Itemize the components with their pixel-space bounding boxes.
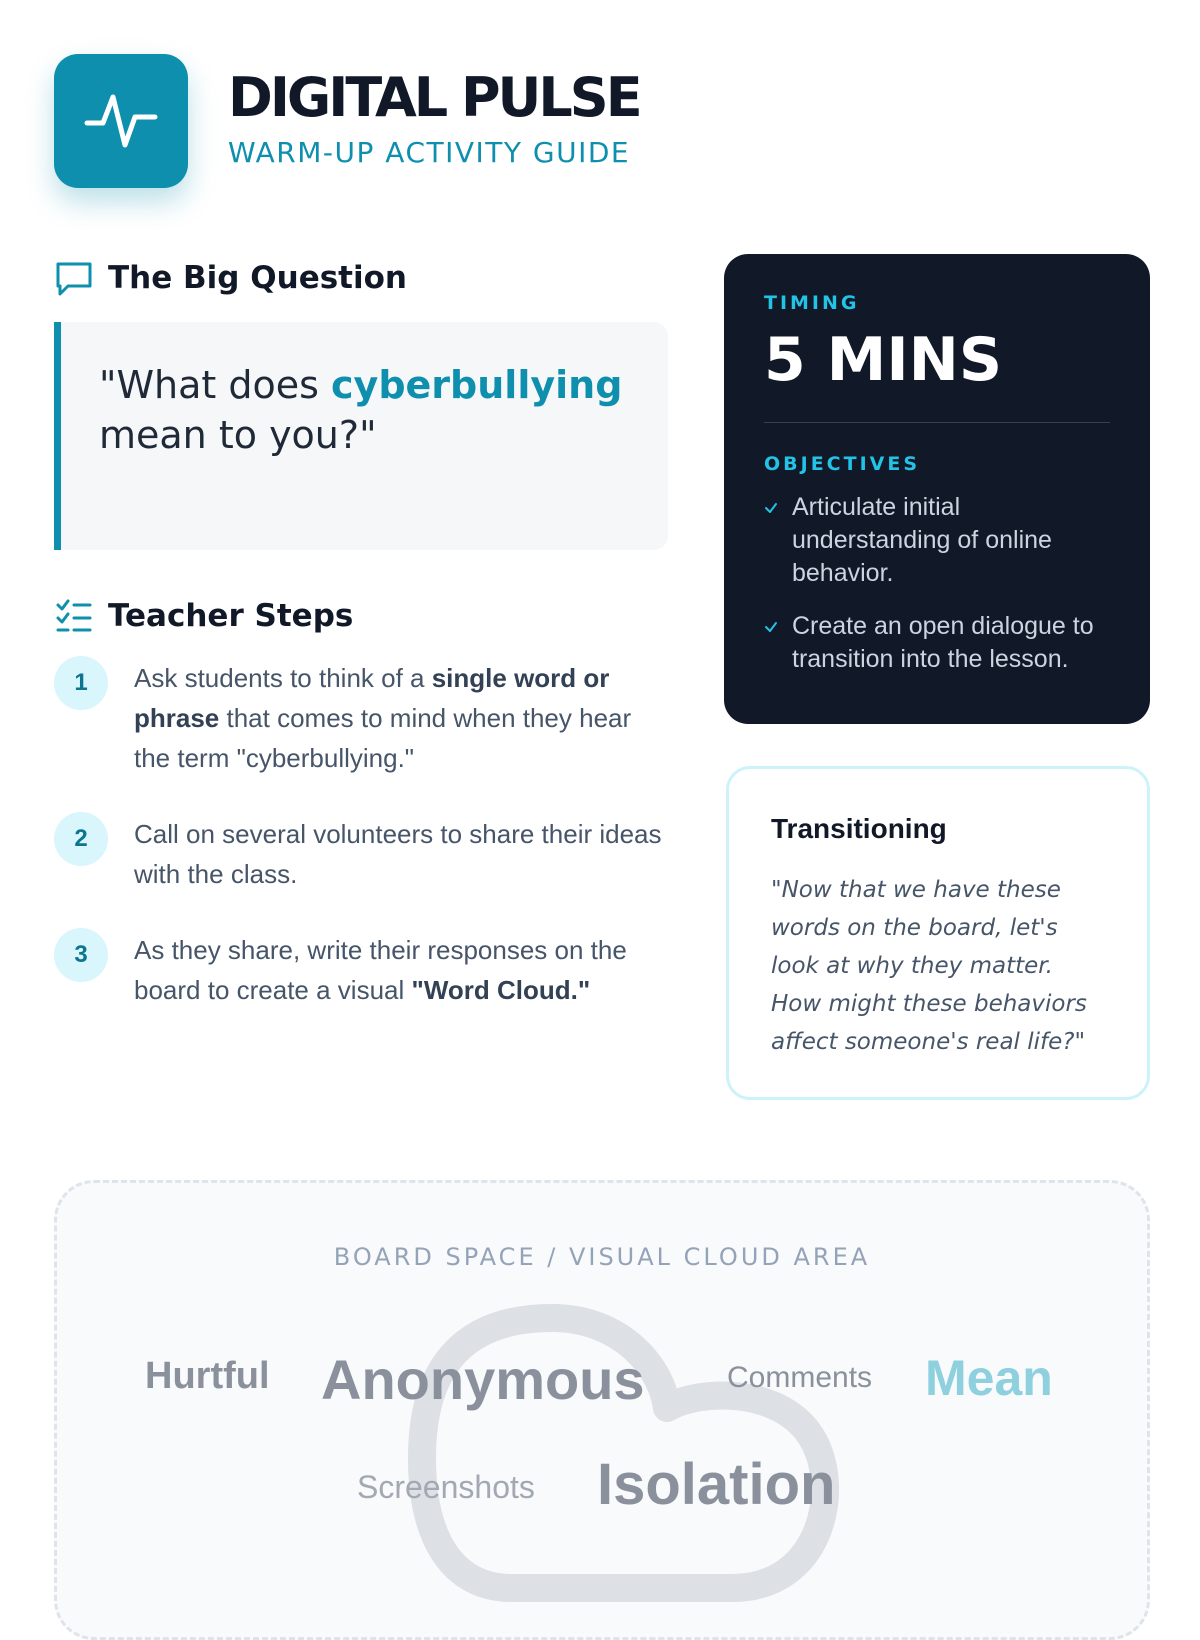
question-highlight: cyberbullying: [331, 363, 623, 407]
big-question-heading: [54, 258, 407, 298]
step-text: [134, 930, 664, 1010]
board-space: [54, 1180, 1150, 1640]
cloud-word-comments: Comments: [727, 1361, 873, 1394]
board-label: BOARD SPACE / VISUAL CLOUD AREA: [333, 1243, 871, 1271]
step-text-bold: "Word Cloud.": [411, 975, 591, 1005]
step-text-part: Ask students to think of a: [134, 663, 432, 693]
cloud-word-isolation: Isolation: [597, 1452, 836, 1517]
question-text-end: mean to you?": [99, 413, 377, 457]
speech-bubble-icon: [54, 258, 94, 298]
step-text: [134, 658, 664, 778]
timing-divider: [764, 422, 1110, 423]
brand-block: [228, 66, 640, 170]
question-card: [54, 322, 668, 550]
timing-card: [724, 254, 1150, 724]
page-title: DIGITAL PULSE: [228, 66, 640, 129]
step-item: [54, 928, 664, 1010]
timing-value: 5 MINS: [764, 325, 1003, 395]
cloud-word-anonymous: Anonymous: [321, 1348, 645, 1411]
step-number: 1: [54, 656, 108, 710]
step-item: [54, 812, 664, 894]
checkmark-icon: [764, 501, 778, 518]
checkmark-icon: [764, 620, 778, 637]
step-text: [134, 814, 664, 894]
step-number: 3: [54, 928, 108, 982]
objective-item: [764, 610, 1110, 676]
question-text-start: "What does: [99, 363, 332, 407]
page-subtitle: WARM-UP ACTIVITY GUIDE: [228, 136, 631, 169]
objectives-label: OBJECTIVES: [764, 453, 921, 475]
big-question-title: The Big Question: [108, 260, 407, 296]
objective-text: Articulate initial understanding of online behavior.: [792, 493, 1052, 587]
transition-quote: "Now that we have these words on the board, let's look at why they matter. How might these behaviors affect someone's real life?": [771, 877, 1087, 1055]
step-number: 2: [54, 812, 108, 866]
teacher-steps-heading: [54, 596, 353, 636]
objectives-list: [764, 491, 1110, 676]
transition-card: [726, 766, 1150, 1100]
step-text-part: that comes to mind when they hear the term "cyberbullying.": [134, 703, 632, 773]
objective-text: Create an open dialogue to transition into the lesson.: [792, 612, 1094, 673]
cloud-word-hurtful: Hurtful: [145, 1355, 270, 1397]
transition-title: Transitioning: [771, 813, 947, 844]
step-text-bold: single word or phrase: [134, 663, 610, 733]
timing-label: TIMING: [764, 292, 860, 314]
teacher-steps-title: Teacher Steps: [108, 598, 354, 634]
cloud-word-screenshots: Screenshots: [357, 1469, 535, 1505]
logo-badge: [54, 54, 188, 188]
step-item: [54, 656, 664, 778]
objective-item: [764, 491, 1110, 590]
checklist-icon: [54, 596, 94, 636]
cloud-word-mean: Mean: [925, 1350, 1053, 1406]
steps-list: [54, 656, 664, 1044]
question-text: [99, 360, 632, 460]
step-text-part: As they share, write their responses on the board to create a visual: [134, 935, 627, 1005]
pulse-icon: [83, 83, 159, 159]
step-text-part: Call on several volunteers to share their ideas with the class.: [134, 819, 662, 889]
